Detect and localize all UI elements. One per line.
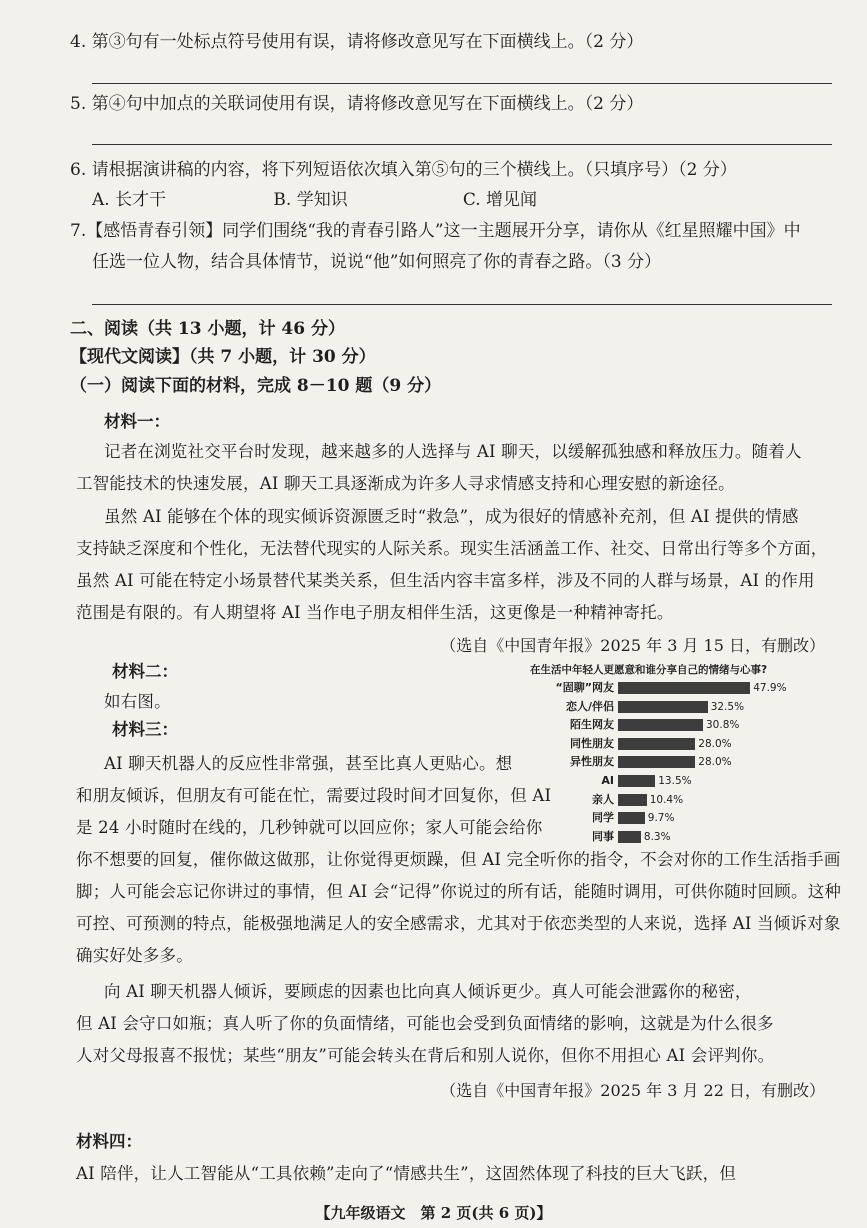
chart-bar	[618, 812, 645, 824]
question-4: 4. 第③句有一处标点符号使用有误，请将修改意见写在下面横线上。（2 分）	[70, 32, 644, 52]
question-7-line2: 任选一位人物，结合具体情节，说说“他”如何照亮了你的青春之路。（3 分）	[92, 252, 662, 272]
chart-row	[530, 792, 830, 808]
chart-category-label: AI	[601, 774, 614, 787]
m3-line: 和朋友倾诉，但朋友有可能在忙，需要过段时间才回复你，但 AI	[76, 786, 552, 805]
material-3-title: 材料三：	[112, 720, 178, 739]
chart-value-label: 28.0%	[698, 756, 732, 769]
m3-line: 向 AI 聊天机器人倾诉，要顾虑的因素也比向真人倾诉更少。真人可能会泄露你的秘密，	[104, 982, 752, 1001]
m1-line: 工智能技术的快速发展，AI 聊天工具逐渐成为许多人寻求情感支持和心理安慰的新途径。	[76, 474, 735, 493]
chart-value-label: 32.5%	[710, 700, 745, 713]
page-footer: 【九年级语文 第 2 页(共 6 页)】	[315, 1204, 552, 1222]
chart-row	[530, 810, 830, 826]
sharing-preference-chart	[530, 662, 830, 852]
answer-line-4[interactable]	[92, 83, 832, 84]
chart-row	[530, 736, 830, 752]
chart-category-label: “固聊”网友	[555, 681, 614, 694]
modern-reading-title: 【现代文阅读】（共 7 小题，计 30 分）	[70, 347, 376, 367]
chart-row	[530, 829, 830, 845]
option-a: A. 长才干	[92, 190, 167, 210]
chart-row	[530, 699, 830, 715]
chart-bar	[618, 701, 708, 713]
material-1-source: （选自《中国青年报》2025 年 3 月 15 日，有删改）	[440, 636, 825, 655]
part1-title: （一）阅读下面的材料，完成 8－10 题（9 分）	[70, 376, 442, 396]
chart-title: 在生活中年轻人更愿意和谁分享自己的情绪与心事?	[530, 664, 768, 676]
m3-line: 是 24 小时随时在线的，几秒钟就可以回应你；家人可能会给你	[76, 818, 543, 837]
answer-line-7[interactable]	[92, 304, 832, 305]
chart-category-label: 同事	[592, 829, 614, 843]
chart-bar	[618, 682, 750, 694]
m3-line: 但 AI 会守口如瓶；真人听了你的负面情绪，可能也会受到负面情绪的影响，这就是为什么很多	[76, 1014, 774, 1033]
material-2-text: 如右图。	[104, 692, 171, 711]
m1-line: 范围是有限的。有人期望将 AI 当作电子朋友相伴生活，这更像是一种精神寄托。	[76, 603, 674, 622]
question-5: 5. 第④句中加点的关联词使用有误，请将修改意见写在下面横线上。（2 分）	[70, 94, 644, 114]
m3-line: 人对父母报喜不报忧；某些“朋友”可能会转头在背后和别人说你，但你不用担心 AI 会评判你。	[76, 1046, 775, 1065]
chart-value-label: 28.0%	[698, 737, 732, 750]
chart-value-label: 8.3%	[643, 830, 671, 843]
m3-line: 你不想要的回复，催你做这做那，让你觉得更烦躁，但 AI 完全听你的指令，不会对你的工作生活指手画	[76, 850, 841, 869]
chart-category-label: 同学	[592, 811, 614, 825]
material-1-title: 材料一：	[104, 412, 170, 431]
chart-category-label: 亲人	[592, 792, 614, 806]
chart-value-label: 10.4%	[649, 793, 684, 806]
chart-row	[530, 754, 830, 770]
chart-bar	[618, 775, 655, 787]
m3-line: 可控、可预测的特点，能极强地满足人的安全感需求，尤其对于依恋类型的人来说，选择 AI 当倾诉对象	[76, 914, 841, 933]
chart-row	[530, 680, 830, 696]
chart-bar	[618, 794, 647, 806]
material-4-title: 材料四：	[76, 1132, 142, 1151]
m3-line: 确实好处多多。	[76, 946, 193, 965]
chart-bar	[618, 719, 703, 731]
m1-line: 支持缺乏深度和个性化，无法替代现实的人际关系。现实生活涵盖工作、社交、日常出行等多个方面，	[76, 539, 828, 558]
material-2-title: 材料二：	[112, 662, 178, 681]
chart-row	[530, 717, 830, 733]
m3-line: 脚；人可能会忘记你讲过的事情，但 AI 会“记得”你说过的所有话，能随时调用，可供你随时回顾。这种	[76, 882, 842, 901]
m1-line: 虽然 AI 可能在特定小场景替代某类关系，但生活内容丰富多样，涉及不同的人群与场景，AI 的作用	[76, 571, 815, 590]
chart-value-label: 30.8%	[706, 719, 740, 732]
question-6: 6. 请根据演讲稿的内容，将下列短语依次填入第⑤句的三个横线上。（只填序号）（2 分）	[70, 160, 737, 180]
m4-line: AI 陪伴，让人工智能从“工具依赖”走向了“情感共生”，这固然体现了科技的巨大飞跃，但	[76, 1164, 737, 1183]
option-b: B. 学知识	[273, 190, 348, 210]
question-7-line1: 7.【感悟青春引领】同学们围绕“我的青春引路人”这一主题展开分享，请你从《红星照耀中国》中	[70, 221, 801, 241]
chart-bar	[618, 738, 695, 750]
chart-category-label: 恋人/伴侣	[565, 699, 614, 713]
chart-value-label: 47.9%	[753, 682, 787, 694]
m1-line: 虽然 AI 能够在个体的现实倾诉资源匮乏时“救急”，成为很好的情感补充剂，但 AI 提供的情感	[104, 507, 799, 526]
answer-line-5[interactable]	[92, 144, 832, 145]
chart-category-label: 异性朋友	[570, 755, 614, 769]
material-3-source: （选自《中国青年报》2025 年 3 月 22 日，有删改）	[440, 1081, 825, 1100]
question-6-options	[92, 188, 537, 212]
chart-bar	[618, 756, 695, 768]
chart-bar	[618, 831, 641, 843]
m1-line: 记者在浏览社交平台时发现，越来越多的人选择与 AI 聊天，以缓解孤独感和释放压力。随着人	[104, 442, 802, 461]
chart-row	[530, 773, 830, 789]
section-title: 二、阅读（共 13 小题，计 46 分）	[70, 319, 345, 339]
chart-value-label: 13.5%	[658, 775, 692, 787]
chart-category-label: 陌生网友	[570, 718, 614, 732]
m3-line: AI 聊天机器人的反应性非常强，甚至比真人更贴心。想	[104, 754, 513, 773]
option-c: C. 增见闻	[462, 190, 538, 210]
chart-value-label: 9.7%	[647, 812, 675, 825]
chart-category-label: 同性朋友	[570, 736, 614, 750]
